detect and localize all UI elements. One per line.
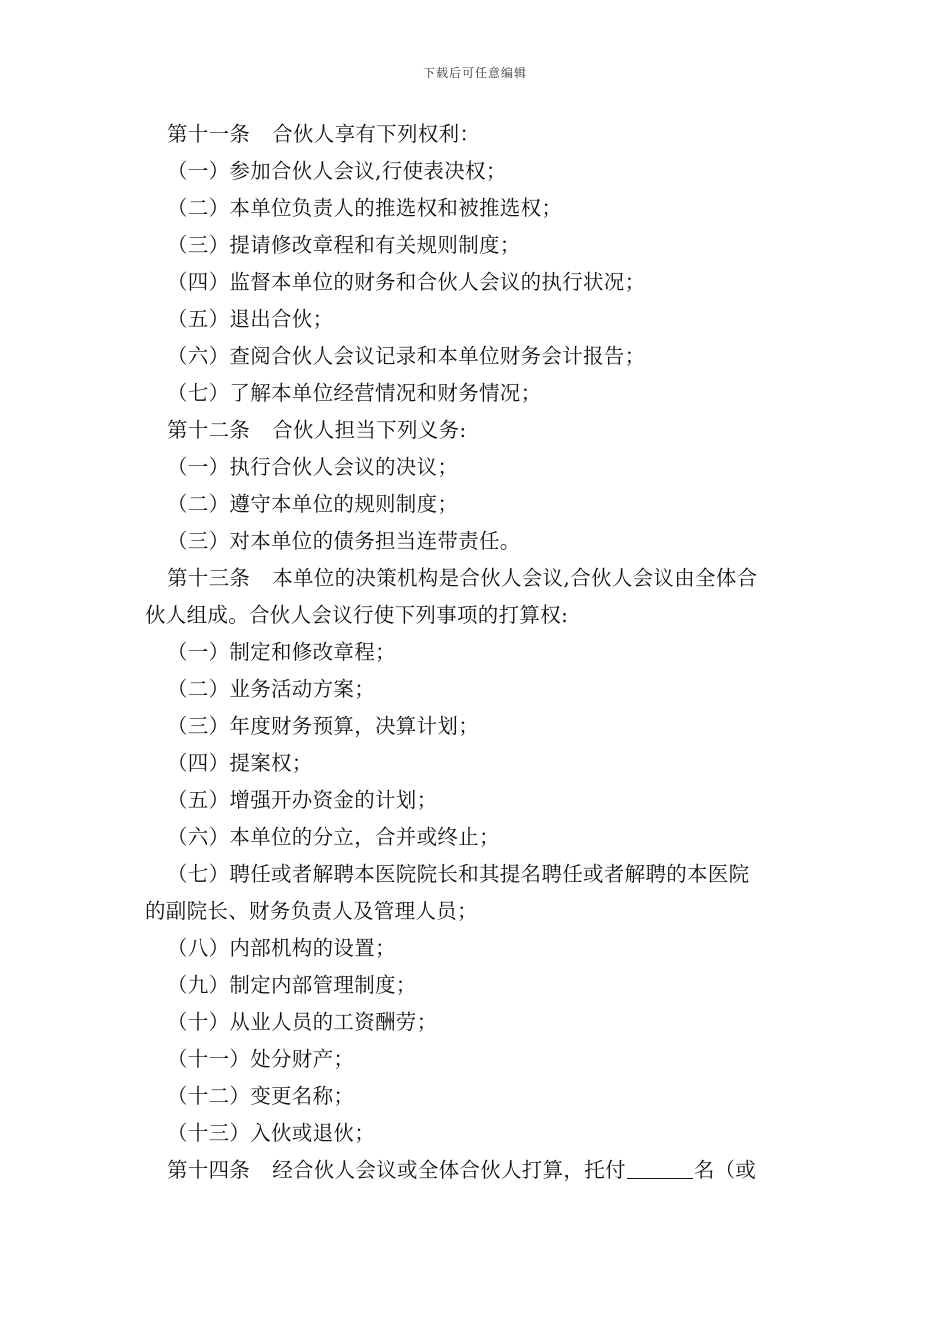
article-number: 第十二条 [167,418,251,442]
article-14-heading [145,1152,825,1189]
list-item: （一）参加合伙人会议,行使表决权； [167,159,507,183]
list-item: （四）提案权； [167,751,313,775]
list-item: （七）了解本单位经营情况和财务情况； [167,381,542,405]
list-item: （四）监督本单位的财务和合伙人会议的执行状况； [167,270,646,294]
article-11-heading [145,116,825,153]
list-item: （十一）处分财产； [167,1047,355,1071]
list-item: （二）本单位负责人的推选权和被推选权； [167,196,563,220]
list-item: （十二）变更名称； [167,1084,355,1108]
article-number: 第十四条 [167,1158,251,1182]
article-number: 第十一条 [167,122,251,146]
article-text: 合伙人享有下列权利： [272,122,481,146]
article-text: 经合伙人会议或全体合伙人打算，托付 [272,1158,626,1182]
paragraph-continuation: 伙人组成。合伙人会议行使下列事项的打算权: [145,603,569,627]
list-item: （九）制定内部管理制度； [167,973,417,997]
article-text: 合伙人担当下列义务: [272,418,467,442]
article-text: 本单位的决策机构是合伙人会议,合伙人会议由全体合 [272,566,758,590]
article-13-heading [145,560,825,597]
document-body [145,116,825,1189]
paragraph-continuation: 的副院长、财务负责人及管理人员； [145,899,478,923]
article-text: 名（或 [693,1158,757,1182]
list-item: （二）业务活动方案； [167,677,375,701]
list-item: （三）提请修改章程和有关规则制度； [167,233,521,257]
fill-in-blank [627,1156,693,1179]
page-header-note: 下载后可任意编辑 [422,66,527,80]
list-item: （一）制定和修改章程； [167,640,396,664]
list-item: （六）本单位的分立，合并或终止； [167,825,500,849]
list-item: （十）从业人员的工资酬劳； [167,1010,438,1034]
list-item: （十三）入伙或退伙； [167,1121,375,1145]
article-12-heading [145,412,825,449]
list-item: （二）遵守本单位的规则制度； [167,492,459,516]
list-item: （三）年度财务预算，决算计划； [167,714,479,738]
list-item: （五）增强开办资金的计划； [167,788,438,812]
list-item: （五）退出合伙； [167,307,334,331]
article-number: 第十三条 [167,566,251,590]
list-item: （一）执行合伙人会议的决议； [167,455,459,479]
list-item: （六）查阅合伙人会议记录和本单位财务会计报告； [167,344,646,368]
list-item: （七）聘任或者解聘本医院院长和其提名聘任或者解聘的本医院 [167,862,750,886]
list-item: （三）对本单位的债务担当连带责任。 [167,529,521,553]
list-item: （八）内部机构的设置； [167,936,396,960]
